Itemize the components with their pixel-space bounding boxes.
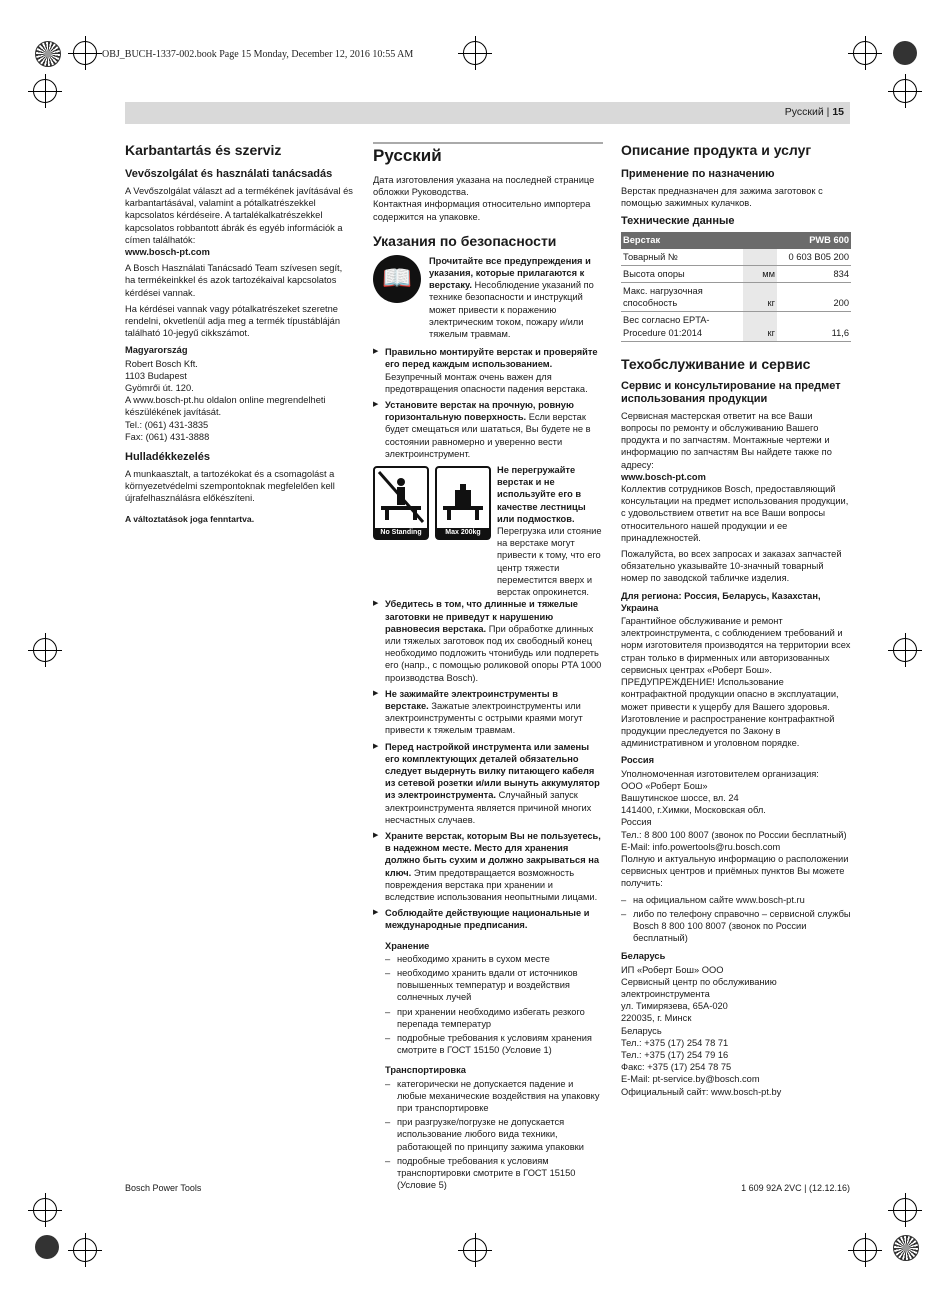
paragraph: Пожалуйста, во всех запросах и заказах запчастей обязательно указывайте 10-значный товарный номер по заводской табличке изделия. <box>621 549 842 584</box>
column-hungarian <box>125 142 355 525</box>
bullet-bold: Соблюдайте действующие национальные и международные предписания. <box>385 908 590 931</box>
transport-item: – категорически не допускается падение и любые механические воздействия на упаковку при транспортировке <box>385 1078 603 1115</box>
bullet-bold: Правильно монтируйте верстак и проверяйте его перед каждым использованием. <box>385 347 598 370</box>
paragraph: Полную и актуальную информацию о расположении сервисных центров и приёмных пунктов Вы можете получить: <box>621 853 849 889</box>
table-row <box>621 265 851 282</box>
transport-item: – при разгрузке/погрузке не допускается использование любого вида техники, работающей по принципу зажима упаковки <box>385 1116 603 1153</box>
address-block <box>621 768 851 853</box>
address-line: E-Mail: pt-service.by@bosch.com <box>621 1074 760 1085</box>
address-line: ИП «Роберт Бош» ООО <box>621 964 724 975</box>
bullet-bold: Храните верстак, которым Вы не пользуетесь, в надежном месте. Место для хранения должно быть сухим и должно закрываться на ключ. <box>385 830 601 878</box>
bullet-bold: Не перегружайте верстак и не используйте его в качестве лестницы или подмостков. <box>497 465 586 524</box>
row-unit: кг <box>743 312 777 341</box>
address-line: E-Mail: info.powertools@ru.bosch.com <box>621 841 781 852</box>
table-header-left: Верстак <box>621 232 777 248</box>
address-line: Тел.: 8 800 100 8007 (звонок по России бесплатный) <box>621 829 847 840</box>
address-line: Факс: +375 (17) 254 78 75 <box>621 1062 732 1073</box>
bullet-bold: Установите верстак на прочную, ровную горизонтальную поверхность. <box>385 400 574 423</box>
row-value: 834 <box>777 265 851 282</box>
warning-bold: Прочитайте все предупреждения и указания, которые прилагаются к верстаку. <box>429 255 591 291</box>
address-line: Россия <box>621 817 652 828</box>
header-separator: | <box>826 106 830 118</box>
contact-item: – либо по телефону справочно – сервисной службы Bosch 8 800 100 8007 (звонок по России бесплатный) <box>621 908 851 945</box>
address-line: Tel.: (061) 431-3835 <box>125 419 209 430</box>
row-unit: кг <box>743 283 777 312</box>
row-unit <box>743 249 777 266</box>
no-standing-icon <box>373 466 429 540</box>
bullet-text: Зажатые электроинструменты или электроинструменты с острыми краями могут привести к тяжелым травмам. <box>385 700 583 736</box>
bullet-bold: Не зажимайте электроинструменты в верстаке. <box>385 688 558 711</box>
column-russian-product <box>621 142 851 1098</box>
registration-disc <box>893 41 917 65</box>
subsection-title: Vevőszolgálat és használati tanácsadás <box>125 168 333 180</box>
paragraph: Коллектив сотрудников Bosch, предоставляющий консультации на предмет использования продукции, с удовольствием ответит на все Ваши вопросы относительного нашей продукции и ее принадлежностей. <box>621 484 849 543</box>
address-line: 220035, г. Минск <box>621 1013 692 1024</box>
book-slug: OBJ_BUCH-1337-002.book Page 15 Monday, December 12, 2016 10:55 AM <box>102 49 414 60</box>
row-value: 200 <box>777 283 851 312</box>
footer-right: 1 609 92A 2VC | (12.12.16) <box>741 1183 850 1193</box>
read-instructions-warning <box>373 255 603 340</box>
crop-mark <box>33 1198 57 1222</box>
bullet-text: При обработке длинных или тяжелых заготовок под их свободный конец необходимо подложить чтонибудь или подпереть его (напр., с помощью роликовой опоры PTA 1000 производства Bosch). <box>385 623 602 683</box>
transport-item: – подробные требования к условиям транспортировки смотрите в ГОСТ 15150 (Условие 5) <box>385 1155 603 1192</box>
bullet-bold: Убедитесь в том, что длинные и тяжелые заготовки не приведут к нарушению равновесия верстака. <box>385 599 578 634</box>
safety-bullet <box>373 346 603 395</box>
row-label: Вес согласно EPTA-Procedure 01:2014 <box>621 312 743 341</box>
table-row <box>621 249 851 266</box>
transport-heading: Транспортировка <box>385 1065 466 1076</box>
table-row <box>621 283 851 312</box>
page-header <box>785 106 844 118</box>
crop-mark <box>33 79 57 103</box>
address-line: Официальный сайт: www.bosch-pt.by <box>621 1086 782 1097</box>
safety-bullet <box>373 598 603 683</box>
section-title: Karbantartás és szerviz <box>125 142 282 158</box>
crop-mark <box>463 41 487 65</box>
safety-bullet <box>373 741 603 826</box>
crop-mark <box>893 79 917 103</box>
bullet-bold: Перед настройкой инструмента или замены его комплектующих деталей обязательно следует выдернуть вилку питающего кабеля из сетевой розетки и/или вынуть аккумулятор из электроинструмента. <box>385 741 600 801</box>
intro-line: Дата изготовления указана на последней странице обложки Руководства. <box>373 175 595 198</box>
subsection-title: Hulladékkezelés <box>125 451 210 464</box>
storage-item: – необходимо хранить в сухом месте <box>385 953 603 965</box>
storage-item: – при хранении необходимо избегать резкого перепада температур <box>385 1006 603 1030</box>
column-russian-safety <box>373 142 603 1193</box>
bullet-text: Перегрузка или стояние на верстаке могут привести к тому, что его центр тяжести переместится вверх и верстак опрокинется. <box>497 526 602 598</box>
address-line: A www.bosch-pt.hu oldalon online megrendelheti készülékének javítását. <box>125 395 326 418</box>
crop-mark <box>893 1198 917 1222</box>
crop-mark <box>73 1238 97 1262</box>
safety-bullet <box>373 688 603 737</box>
address-line: Тел.: +375 (17) 254 79 16 <box>621 1049 729 1060</box>
table-row <box>621 312 851 341</box>
rights-note: A változtatások joga fenntartva. <box>125 513 255 524</box>
storage-item: – подробные требования к условиям хранения смотрите в ГОСТ 15150 (Условие 1) <box>385 1032 603 1056</box>
address-block <box>125 358 355 443</box>
paragraph: ПРЕДУПРЕЖДЕНИЕ! Использование контрафактной продукции опасно в эксплуатации, может привести к ущербу для Вашего здоровья. Изготовление и распространение контрафактной продукции преследуется по Закону в административном и уголовном порядке. <box>621 677 839 749</box>
header-language: Русский <box>784 106 824 118</box>
storage-heading: Хранение <box>385 940 430 951</box>
overload-warning <box>373 464 603 598</box>
safety-bullet <box>373 907 603 931</box>
bullet-text: Если верстак будет смещаться или шататься, Вы будете не в состоянии равномерно и уверенно вести электроинструмент. <box>385 412 591 459</box>
address-line: Уполномоченная изготовителем организация: <box>621 768 819 779</box>
picto-label: No Standing <box>375 528 427 538</box>
row-label: Макс. нагрузочная способность <box>621 283 743 312</box>
contact-item: – на официальном сайте www.bosch-pt.ru <box>621 894 851 906</box>
registration-disc <box>35 1235 59 1259</box>
country-heading: Magyarország <box>125 345 188 356</box>
row-value: 11,6 <box>777 312 851 341</box>
address-line: ООО «Роберт Бош» <box>621 780 708 791</box>
address-line: 141400, г.Химки, Московская обл. <box>621 805 766 816</box>
address-line: Gyömrői út. 120. <box>125 383 194 394</box>
safety-bullet <box>373 399 603 460</box>
address-line: Fax: (061) 431-3888 <box>125 431 210 442</box>
subsection-title: Применение по назначению <box>621 168 775 180</box>
section-title: Техобслуживание и сервис <box>621 355 811 372</box>
paragraph: A Bosch Használati Tanácsadó Team szívesen segít, ha termékeinkkel és azok tartozékaival kapcsolatos kérdései vannak. <box>125 263 343 298</box>
url-text: www.bosch-pt.com <box>621 471 706 482</box>
address-line: 1103 Budapest <box>125 370 187 381</box>
read-manual-icon: 📖 <box>373 255 421 303</box>
section-title: Указания по безопасности <box>373 232 557 249</box>
picto-label: Max 200kg <box>437 528 489 538</box>
registration-rosette <box>35 41 61 67</box>
row-label: Высота опоры <box>621 265 743 282</box>
country-heading: Беларусь <box>621 951 666 962</box>
paragraph: A Vevőszolgálat választ ad a termékének javításával és karbantartásával, valamint a pótalkatrészekkel kapcsolatos kérdéseire. A tartalékalkatrészekkel kapcsolatos robbantott ábrák és egyéb információk a címen találhatók: <box>125 186 353 245</box>
crop-mark <box>33 638 57 662</box>
bullet-text: Безупречный монтаж очень важен для предотвращения опасности падения верстака. <box>385 371 588 394</box>
tech-data-table <box>621 232 851 341</box>
paragraph: A munkaasztalt, a tartozékokat és a csomagolást a környezetvédelmi szempontoknak megfelelően kell újrafelhasználásra előkészíteni. <box>125 469 335 504</box>
pictograms <box>373 466 491 592</box>
address-line: Беларусь <box>621 1025 662 1036</box>
safety-bullet <box>373 830 603 903</box>
crop-mark <box>463 1238 487 1262</box>
url-text: www.bosch-pt.com <box>125 247 210 258</box>
header-bar <box>125 102 850 124</box>
address-line: Вашутинское шоссе, вл. 24 <box>621 792 739 803</box>
warning-text: Несоблюдение указаний по технике безопасности и инструкций может привести к поражению электрическим током, пожару и/или тяжелым травмам. <box>429 280 594 340</box>
max-load-icon <box>435 466 491 540</box>
section-title: Описание продукта и услуг <box>621 142 812 158</box>
intro-line: Контактная информация относительно импортера содержится на упаковке. <box>373 199 591 222</box>
crop-mark <box>73 41 97 65</box>
address-line: Robert Bosch Kft. <box>125 358 198 369</box>
row-value: 0 603 B05 200 <box>777 249 851 266</box>
subsection-title: Сервис и консультирование на предмет использования продукции <box>621 379 841 405</box>
table-header-right: PWB 600 <box>777 232 851 248</box>
region-heading: Для региона: Россия, Беларусь, Казахстан, Украина <box>621 590 821 613</box>
subsection-title: Технические данные <box>621 215 735 228</box>
paragraph: Сервисная мастерская ответит на все Ваши вопросы по ремонту и обслуживанию Вашего продукта и по запчастям. Монтажные чертежи и информацию по запчастям Вы найдете также по адресу: <box>621 410 832 470</box>
row-label: Товарный № <box>621 249 743 266</box>
address-block <box>621 964 851 1098</box>
address-line: ул. Тимирязева, 65А-020 <box>621 1001 728 1012</box>
crop-mark <box>893 638 917 662</box>
language-title: Русский <box>373 142 603 166</box>
row-unit: мм <box>743 265 777 282</box>
registration-rosette <box>893 1235 919 1261</box>
paragraph: Ha kérdései vannak vagy pótalkatrészeket szeretne rendelni, okvetlenül adja meg a termék típustábláján található 10-jegyű cikkszámot. <box>125 303 340 339</box>
page-number: 15 <box>832 106 844 118</box>
crop-mark <box>853 1238 877 1262</box>
address-line: Сервисный центр по обслуживанию электроинструмента <box>621 976 777 999</box>
crop-mark <box>853 41 877 65</box>
storage-item: – необходимо хранить вдали от источников повышенных температур и воздействия солнечных лучей <box>385 967 603 1004</box>
table-header-row <box>621 232 851 248</box>
country-heading: Россия <box>621 755 655 766</box>
bullet-text: Случайный запуск электроинструмента является причиной многих несчастных случаев. <box>385 790 592 825</box>
address-line: Тел.: +375 (17) 254 78 71 <box>621 1037 729 1048</box>
paragraph: Верстак предназначен для зажима заготовок с помощью зажимных кулачков. <box>621 186 823 209</box>
bullet-text: Этим предотвращается возможность повреждения верстака при хранении и вследствие использования неопытными лицами. <box>385 867 598 902</box>
paragraph: Гарантийное обслуживание и ремонт электроинструмента, с соблюдением требований и норм изготовителя производятся на территории всех стран только в фирменных или авторизованных сервисных центрах «Роберт Бош». <box>621 616 851 675</box>
footer-left: Bosch Power Tools <box>125 1183 202 1193</box>
